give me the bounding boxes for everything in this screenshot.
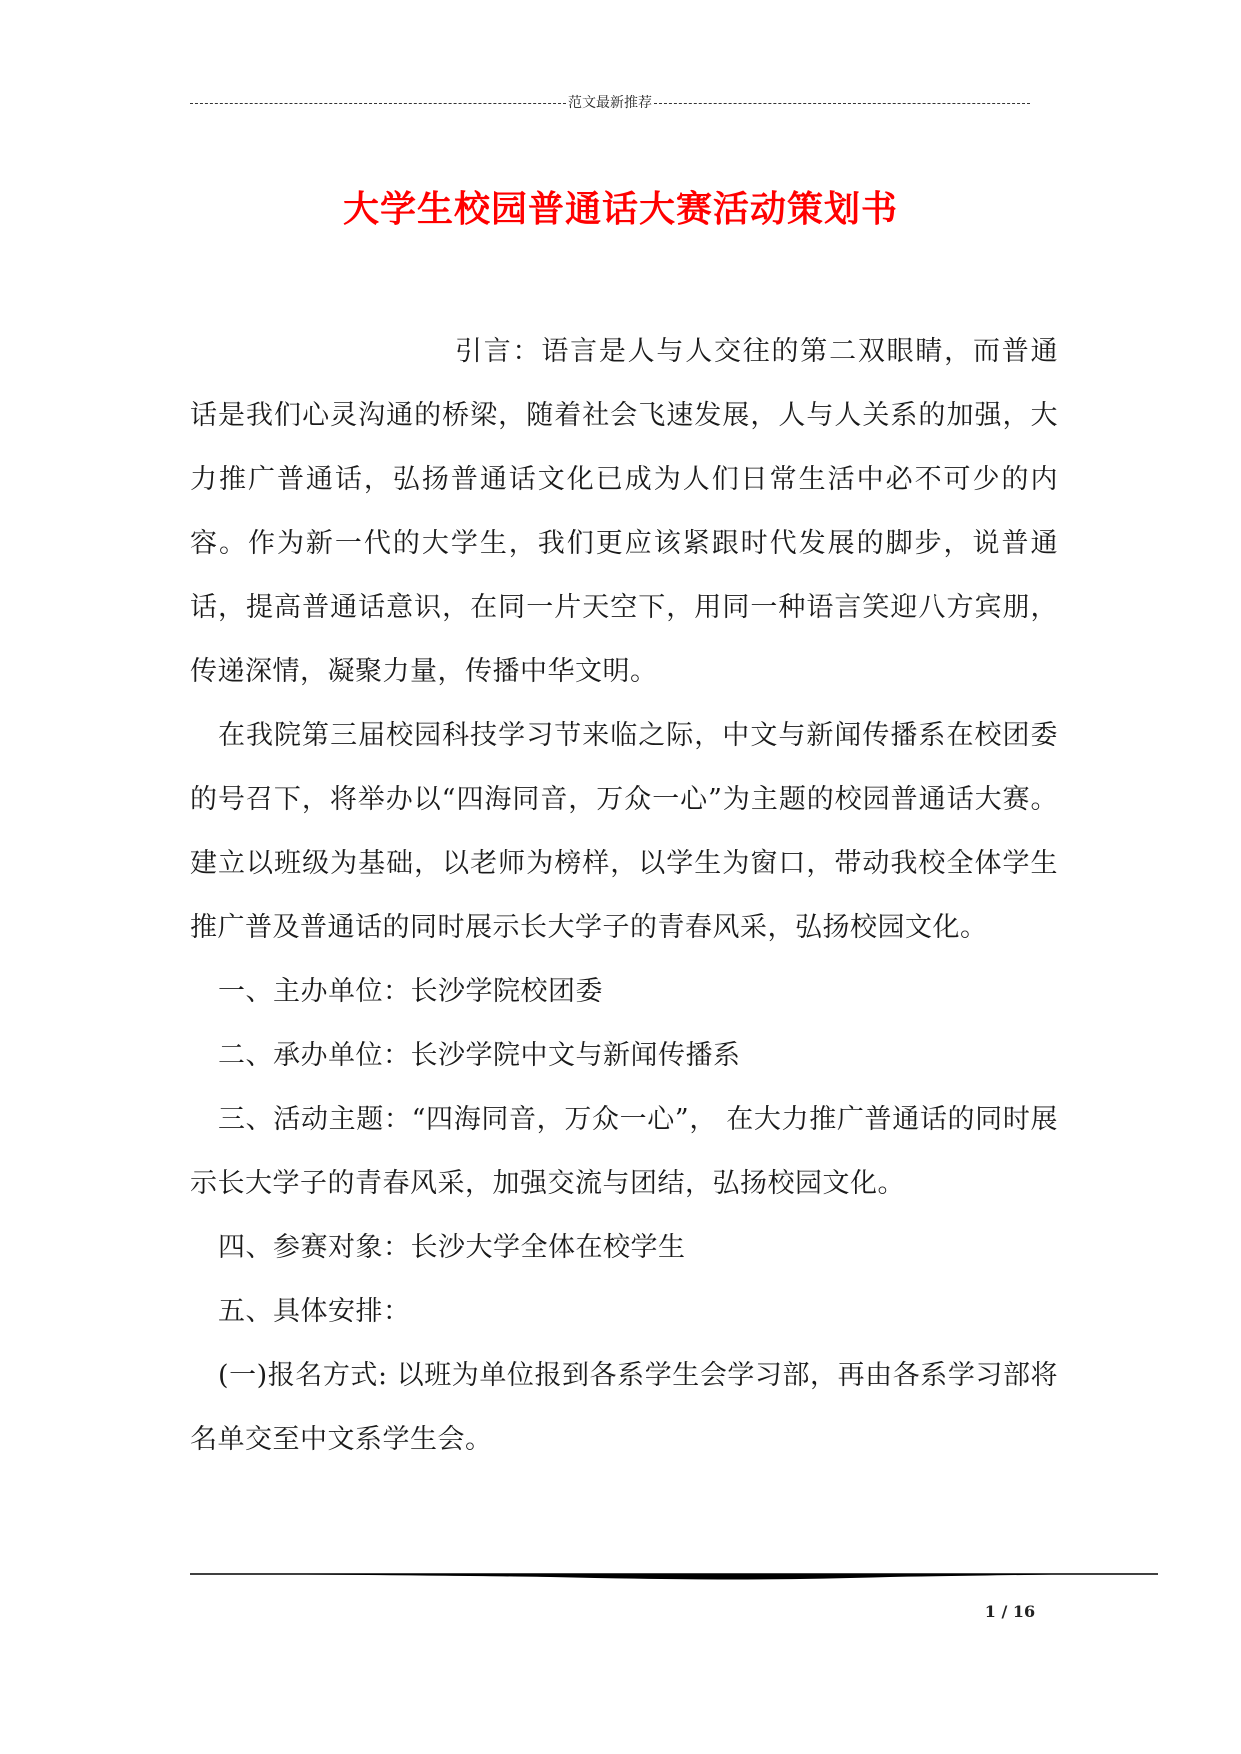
background-paragraph: 在我院第三届校园科技学习节来临之际，中文与新闻传播系在校团委的号召下，将举办以“四海同音，万众一心”为主题的校园普通话大赛。建立以班级为基础，以老师为榜样，以学生为窗口，带动我校全体学生推广普及普通话的同时展示长大学子的青春风采，弘扬校园文化。	[190, 720, 1058, 943]
arrangement-heading: 五、具体安排：	[218, 1296, 411, 1327]
running-header	[190, 92, 1030, 114]
participants-item: 四、参赛对象：长沙大学全体在校学生	[218, 1232, 686, 1263]
organizer-item: 一、主办单位：长沙学院校团委	[218, 976, 603, 1007]
footer-rule	[190, 1571, 1158, 1583]
co-organizer-item: 二、承办单位：长沙学院中文与新闻传播系	[218, 1040, 741, 1071]
header-dash-left	[190, 103, 566, 104]
intro-paragraph: 引言：语言是人与人交往的第二双眼睛，而普通话是我们心灵沟通的桥梁，随着社会飞速发展，人与人关系的加强，大力推广普通话，弘扬普通话文化已成为人们日常生活中必不可少的内容。作为新一代的大学生，我们更应该紧跟时代发展的脚步，说普通话，提高普通话意识，在同一片天空下，用同一种语言笑迎八方宾朋，传递深情，凝聚力量，传播中华文明。	[190, 336, 1058, 687]
document-title: 大学生校园普通话大赛活动策划书	[342, 188, 898, 231]
header-label: 范文最新推荐	[568, 95, 652, 111]
header-dash-right	[654, 103, 1030, 104]
page-number: 1 / 16	[984, 1602, 1036, 1621]
registration-item: (一)报名方式: 以班为单位报到各系学生会学习部，再由各系学习部将名单交至中文系学生会。	[190, 1360, 1058, 1455]
theme-item: 三、活动主题：“四海同音，万众一心”， 在大力推广普通话的同时展示长大学子的青春风采，加强交流与团结，弘扬校园文化。	[190, 1104, 1058, 1199]
document-body	[190, 320, 1058, 1472]
